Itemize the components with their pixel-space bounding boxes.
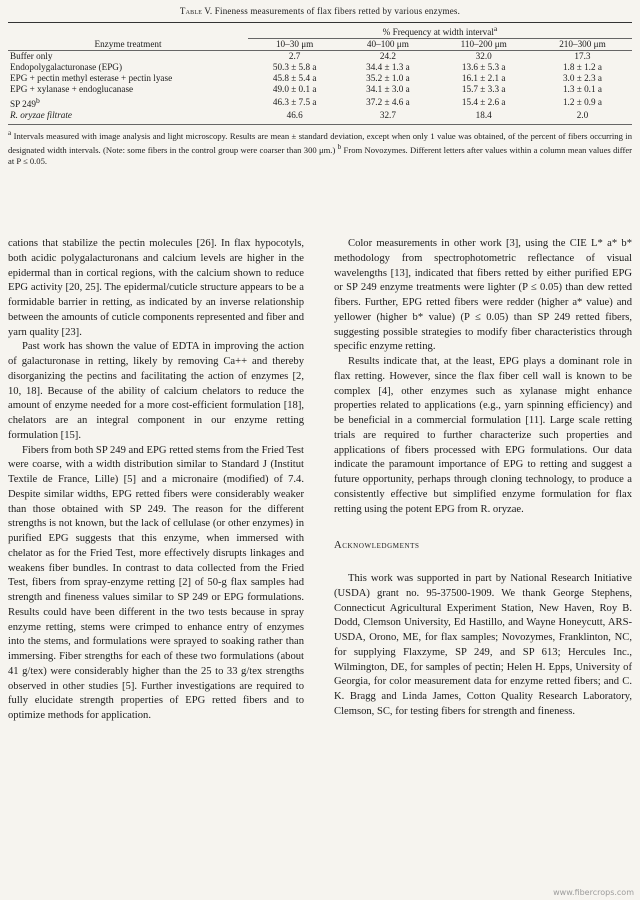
header-col-3: 110–200 μm: [435, 39, 533, 51]
table-cell: 2.7: [288, 51, 301, 62]
row-label: Buffer only: [10, 51, 53, 62]
row-label: EPG + xylanase + endoglucanase: [10, 84, 134, 95]
footnote-b: Novozymes. Different letters after values within a column mean values differ at P ≤ 0.05.: [8, 144, 632, 166]
header-frequency: % Frequency at width interval$^a$: [248, 23, 632, 39]
table-row: [8, 62, 632, 73]
paragraph: Color measurements in other work [3], using the CIE L* a* b* methodology from spectrophotometric reflectance of visual wavelengths [13], indicated that fibers retted by either purified EPG or SP 249 enzyme treatments were lighter (P ≤ 0.05) than dew retted fibers. Further, EPG retted fibers were redder (higher a* value) and yellower (higher b* value) (P ≤ 0.05) than SP 249 retted fibers, suggesting possible strategies to modify fiber characteristics through specific enzyme retting.: [334, 238, 632, 353]
table-cell: 15.7 ± 3.3 a: [461, 84, 506, 95]
paragraph: This work was supported in part by National Research Initiative (USDA) grant no. 95-37500-1909. We thank George Stephens, Connecticut Agricultural Experiment Station, New Haven, Roy B. Dodd, Clemson University, Ed Hastillo, and Wayne Honeycutt, ARS-USDA, Orono, ME, for flax samples; Novozymes, Franklinton, NC, for supplying Flaxzyme, SP 249, and SP 613; Hercules Inc., Wilmington, DE, for samples of pectin; Helen H. Epps, University of Georgia, for color measurement data for enzyme retted fibers; and C. K. Bragg and Linda James, Cotton Quality Research Laboratory, Clemson, SC, for testing fibers for strength and fineness.: [334, 573, 632, 717]
table-cell: 17.3: [574, 51, 591, 62]
table-cell: 2.0: [576, 110, 589, 121]
paragraph: Results indicate that, at the least, EPG plays a dominant role in flax retting. However, since the flax fiber cell wall is known to be complex [4], other enzymes such as xylanase might enhance properties related to applications (e.g., yarn spinning efficiency) and be beneficial in a commercial formulation [11]. Large scale retting trials are required to further characterize such properties and applications of fibers processed with EPG formulations. Our data indicate the paramount importance of EPG to retting and suggest a future opportunity, perhaps through cloning technology, to produce a consistently effective but simplified enzyme formulation for flax retting using the potent EPG from R. oryzae.: [334, 356, 632, 515]
header-col-4: 210–300 μm: [533, 39, 632, 51]
table-cell: 18.4: [475, 110, 492, 121]
table-caption: [8, 6, 632, 16]
table-cell: 35.2 ± 1.0 a: [366, 73, 410, 84]
row-label: EPG + pectin methyl esterase + pectin lyase: [10, 73, 173, 84]
row-label: SP 249$^b$: [10, 96, 40, 110]
table-cell: 46.3 ± 7.5 a: [272, 97, 317, 108]
table-cell: 15.4 ± 2.6 a: [461, 97, 506, 108]
table-cell: 24.2: [379, 51, 396, 62]
table-cell: 46.6: [286, 110, 303, 121]
table-cell: 1.8 ± 1.2 a: [562, 62, 602, 73]
table-row: [8, 84, 632, 95]
table-cell: 16.1 ± 2.1 a: [461, 73, 506, 84]
table-cell: 34.1 ± 3.0 a: [366, 84, 410, 95]
paragraph: Past work has shown the value of EDTA in improving the action of galacturonase in retting, likely by removing Ca++ and thereby disorganizing the pectins and facilitating the action of enzymes [2, 10, 18]. Because of the ability of calcium chelators to reduce the amount of enzyme needed for a more cost-efficient formulation [18], chelators are an integral component in our enzyme retting formulation [15].: [8, 341, 304, 441]
table-row: [8, 110, 632, 121]
table-cell: 34.4 ± 1.3 a: [366, 62, 410, 73]
watermark: www.fibercrops.com: [553, 888, 634, 897]
table-footnote: $^a$ Intervals measured with image analysis and light microscopy. Results are mean ± standard deviation, except when only 1 value was obtained, of the percent of fibers occurring in designated width intervals. (Note: some fibers in the control group were coarser than 300 μm.) $^b$ From Novozymes. Different letters after values within a column mean values differ at P ≤ 0.05.: [8, 124, 632, 167]
table-cell: 32.0: [475, 51, 492, 62]
table-cell: 1.3 ± 0.1 a: [562, 84, 602, 95]
table-row: [8, 51, 632, 63]
row-label: R. oryzae filtrate: [10, 110, 73, 121]
header-enzyme-treatment: Enzyme treatment: [8, 39, 248, 51]
header-col-2: 40–100 μm: [341, 39, 434, 51]
table-cell: 37.2 ± 4.6 a: [366, 97, 410, 108]
left-column: [8, 237, 304, 724]
paragraph: Fibers from both SP 249 and EPG retted stems from the Fried Test were coarse, with a width distribution similar to Standard J (Institut Textile de France, Lille) [5] and a micronaire (modified) of 7.4. Despite similar widths, EPG retted fibers were considerably weaker than those obtained with SP 249. The reason for the different strengths is not known, but the lack of cellulase (or other enzymes) in purified EPG suggests that this enzyme, when immersed with chelator as for the Fried Test, more effectively disrupts linkages and weakens fiber bundles. In contrast to data collected from the Fried Test, fibers from spray-enzyme retting [2] of 50-g flax samples had strength and fineness values similar to SP 249 or EPG formulations. Results could have been different in the two tests because in spray enzyme retting, stems were crimped to enhance entry of enzymes into the stems, and formulations were sprayed to soaking rather than immersing. Fiber strengths for each of these two formulations (about 41 g/tex) were considerably higher than the 25 to 33 g/tex strengths observed in other studies [5]. Further investigations are required to fully elucidate strength properties of EPG retted fibers and to optimize methods for application.: [8, 444, 304, 721]
acknowledgments-heading: Acknowledgments: [334, 540, 420, 552]
footnote-b-lead: From: [343, 144, 363, 155]
table-row: [8, 95, 632, 110]
table-row: [8, 73, 632, 84]
header-col-1: 10–30 μm: [248, 39, 341, 51]
table-cell: 45.8 ± 5.4 a: [272, 73, 317, 84]
table-cell: 13.6 ± 5.3 a: [461, 62, 506, 73]
table-cell: 3.0 ± 2.3 a: [562, 73, 602, 84]
table-cell: 32.7: [379, 110, 396, 121]
row-label: Endopolygalacturonase (EPG): [10, 62, 123, 73]
table-cell: 1.2 ± 0.9 a: [562, 97, 602, 108]
table-v: [8, 6, 632, 167]
paragraph: cations that stabilize the pectin molecules [26]. In flax hypocotyls, both acidic polygalacturonans and calcium levels are higher in the epidermal than in cortical regions, with the calcium shown to reduce EPG activity [20, 25]. The epidermal/cuticle structure appears to be a formidable barrier in retting, as indicated by an inverse relationship between the amounts of cuticle components represented and fiber and yarn quality [23].: [8, 238, 304, 338]
table-cell: 49.0 ± 0.1 a: [272, 84, 317, 95]
right-column: [334, 237, 632, 720]
footnote-a: Intervals measured with image analysis and light microscopy. Results are mean ± standard deviation, except when only 1 value was obtained, of the percent of fibers occurring in designated width intervals. (Note: some fibers in the control group were coarser than 300 μm.): [8, 130, 632, 155]
table-caption-text: Fineness measurements of flax fibers retted by various enzymes.: [214, 6, 461, 16]
table-caption-label: Table V.: [179, 6, 213, 16]
table-cell: 50.3 ± 5.8 a: [272, 62, 317, 73]
fineness-table: [8, 23, 632, 121]
